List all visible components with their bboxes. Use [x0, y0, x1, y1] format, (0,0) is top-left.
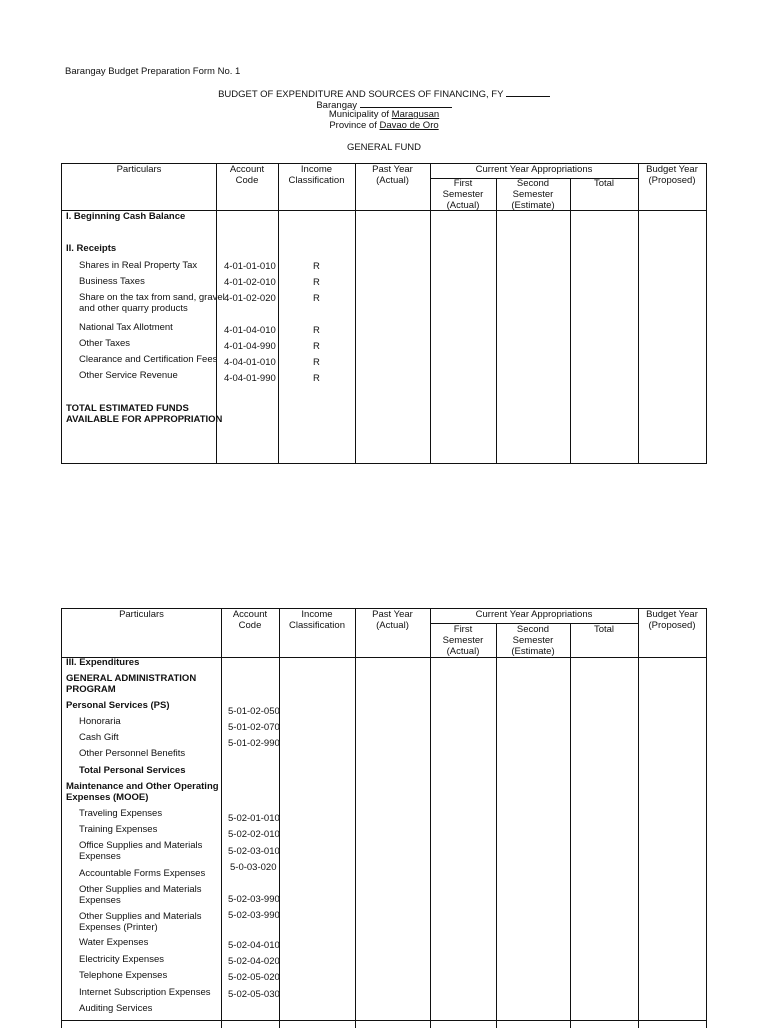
- income-class: R: [313, 325, 320, 336]
- income-class: R: [313, 341, 320, 352]
- barangay-label: Barangay: [316, 100, 358, 111]
- account-code: 5-02-03-990: [228, 910, 280, 921]
- list-item: Other Supplies and Materials Expenses: [79, 884, 202, 906]
- col-account-code: Account Code: [229, 164, 265, 186]
- account-code: 4-04-01-990: [224, 373, 276, 384]
- list-item: Other Service Revenue: [79, 370, 178, 381]
- list-item: Office Supplies and Materials Expenses: [79, 840, 203, 862]
- account-code: 5-02-04-020: [228, 956, 280, 967]
- income-class: R: [313, 277, 320, 288]
- account-code: 4-01-04-990: [224, 341, 276, 352]
- receipts-heading: II. Receipts: [66, 243, 117, 254]
- list-item: Traveling Expenses: [79, 808, 163, 819]
- col-total: Total: [593, 624, 615, 635]
- personal-services-heading: Personal Services (PS): [66, 700, 170, 711]
- col-first-semester: First Semester (Actual): [442, 178, 484, 211]
- list-item: Electricity Expenses: [79, 954, 165, 965]
- province-line: [0, 120, 768, 131]
- fund-name: GENERAL FUND: [346, 142, 422, 153]
- col-past-year: Past Year (Actual): [372, 164, 413, 186]
- barangay-blank[interactable]: [360, 98, 452, 108]
- total-personal-services: Total Personal Services: [79, 765, 186, 776]
- list-item: Other Taxes: [79, 338, 131, 349]
- account-code: 4-01-01-010: [224, 261, 276, 272]
- account-code: 4-01-02-010: [224, 277, 276, 288]
- list-item: Water Expenses: [79, 937, 149, 948]
- account-code: 5-02-01-010: [228, 813, 280, 824]
- beginning-cash-balance: I. Beginning Cash Balance: [66, 211, 186, 222]
- list-item: Other Personnel Benefits: [79, 748, 186, 759]
- form-title: BUDGET OF EXPENDITURE AND SOURCES OF FINANCING, FY: [218, 89, 504, 100]
- list-item: Training Expenses: [79, 824, 158, 835]
- income-class: R: [313, 357, 320, 368]
- form-number: Barangay Budget Preparation Form No. 1: [65, 66, 241, 77]
- list-item: National Tax Allotment: [79, 322, 173, 333]
- account-code: 5-0-03-020: [230, 862, 277, 873]
- general-admin-program: GENERAL ADMINISTRATION PROGRAM: [66, 673, 197, 695]
- account-code: 5-01-02-070: [228, 722, 280, 733]
- province-label: Province of: [329, 120, 377, 131]
- list-item: Share on the tax from sand, gravel and other quarry products: [79, 292, 225, 314]
- list-item: Internet Subscription Expenses: [79, 987, 211, 998]
- col-account-code: Account Code: [232, 609, 268, 631]
- account-code: 4-01-02-020: [224, 293, 276, 304]
- list-item: Business Taxes: [79, 276, 145, 287]
- col-budget-year: Budget Year (Proposed): [646, 164, 698, 186]
- list-item: Accountable Forms Expenses: [79, 868, 206, 879]
- municipality-label: Municipality of: [328, 109, 390, 120]
- list-item: Cash Gift: [79, 732, 119, 743]
- fy-blank[interactable]: [506, 87, 550, 97]
- col-past-year: Past Year (Actual): [372, 609, 413, 631]
- expenditures-heading: III. Expenditures: [66, 657, 140, 668]
- receipts-table: [61, 163, 707, 464]
- total-estimated-funds: TOTAL ESTIMATED FUNDS AVAILABLE FOR APPROPRIATION: [66, 403, 223, 425]
- col-income-classification: Income Classification: [288, 164, 345, 186]
- expenditures-table: [61, 608, 707, 1028]
- col-current-year: Current Year Appropriations: [475, 164, 593, 175]
- province-name: Davao de Oro: [379, 120, 439, 131]
- col-second-semester: Second Semester (Estimate): [511, 178, 555, 211]
- income-class: R: [313, 261, 320, 272]
- list-item: Shares in Real Property Tax: [79, 260, 198, 271]
- account-code: 5-02-05-020: [228, 972, 280, 983]
- account-code: 5-02-03-990: [228, 894, 280, 905]
- list-item: Auditing Services: [79, 1003, 153, 1014]
- col-second-semester: Second Semester (Estimate): [511, 624, 555, 657]
- list-item: Other Supplies and Materials Expenses (Printer): [79, 911, 202, 933]
- municipality-name: Maragusan: [391, 109, 440, 120]
- col-total: Total: [593, 178, 615, 189]
- account-code: 4-01-04-010: [224, 325, 276, 336]
- account-code: 5-02-02-010: [228, 829, 280, 840]
- account-code: 5-02-03-010: [228, 846, 280, 857]
- income-class: R: [313, 373, 320, 384]
- account-code: 5-02-05-030: [228, 989, 280, 1000]
- col-particulars: Particulars: [119, 609, 164, 620]
- municipality-line: [0, 109, 768, 120]
- col-budget-year: Budget Year (Proposed): [646, 609, 698, 631]
- col-first-semester: First Semester (Actual): [442, 624, 484, 657]
- account-code: 5-01-02-050: [228, 706, 280, 717]
- list-item: Honoraria: [79, 716, 121, 727]
- list-item: Clearance and Certification Fees: [79, 354, 218, 365]
- account-code: 5-02-04-010: [228, 940, 280, 951]
- col-income-classification: Income Classification: [289, 609, 345, 631]
- income-class: R: [313, 293, 320, 304]
- list-item: Telephone Expenses: [79, 970, 168, 981]
- col-particulars: Particulars: [116, 164, 162, 175]
- account-code: 4-04-01-010: [224, 357, 276, 368]
- mooe-heading: Maintenance and Other Operating Expenses (MOOE): [66, 781, 219, 803]
- account-code: 5-01-02-990: [228, 738, 280, 749]
- col-current-year: Current Year Appropriations: [475, 609, 593, 620]
